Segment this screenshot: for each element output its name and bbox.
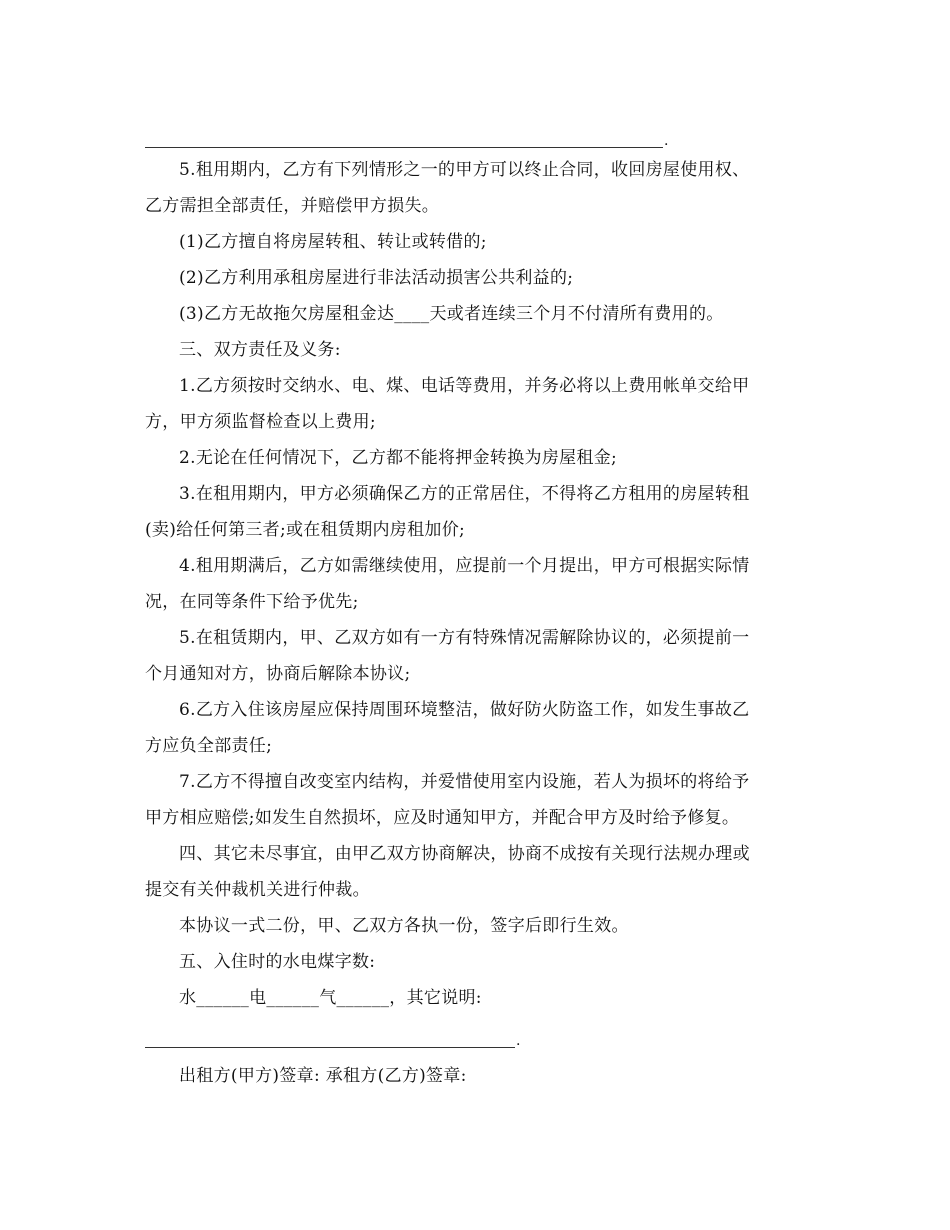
agreement-copies-note: 本协议一式二份，甲、乙双方各执一份，签字后即行生效。	[179, 916, 629, 936]
clause-5-item-1: (1)乙方擅自将房屋转租、转让或转借的;	[179, 232, 487, 252]
duty-6-line-1: 6.乙方入住该房屋应保持周围环境整洁，做好防火防盗工作，如发生事故乙	[179, 700, 750, 720]
blank-underline	[145, 1047, 515, 1048]
clause-5-item-2: (2)乙方利用承租房屋进行非法活动损害公共利益的;	[179, 268, 574, 288]
section-4-line-2: 提交有关仲裁机关进行仲裁。	[145, 880, 370, 900]
duty-1-line-2: 方，甲方须监督检查以上费用;	[145, 412, 376, 432]
clause-5-item-3: (3)乙方无故拖欠房屋租金达____天或者连续三个月不付清所有费用的。	[179, 304, 724, 324]
section-4-line-1: 四、其它未尽事宜，由甲乙双方协商解决，协商不成按有关现行法规办理或	[179, 844, 750, 864]
duty-7-line-2: 甲方相应赔偿;如发生自然损坏，应及时通知甲方，并配合甲方及时给予修复。	[145, 808, 740, 828]
duty-6-line-2: 方应负全部责任;	[145, 736, 273, 756]
blank-underline	[145, 147, 663, 148]
top-blank-rule	[145, 128, 668, 148]
clause-5-line-1: 5.租用期内，乙方有下列情形之一的甲方可以终止合同，收回房屋使用权、	[179, 160, 750, 180]
duty-3-line-1: 3.在租用期内，甲方必须确保乙方的正常居住，不得将乙方租用的房屋转租	[179, 484, 750, 504]
meter-readings-line: 水______电______气______，其它说明:	[179, 988, 482, 1008]
duty-2: 2.无论在任何情况下，乙方都不能将押金转换为房屋租金;	[179, 448, 618, 468]
duty-4-line-1: 4.租用期满后，乙方如需继续使用，应提前一个月提出，甲方可根据实际情	[179, 556, 750, 576]
signature-line: 出租方(甲方)签章: 承租方(乙方)签章:	[179, 1066, 467, 1086]
duty-4-line-2: 况，在同等条件下给予优先;	[145, 592, 359, 612]
duty-5-line-1: 5.在租赁期内，甲、乙双方如有一方有特殊情况需解除协议的，必须提前一	[179, 628, 750, 648]
bottom-blank-rule	[145, 1028, 520, 1048]
section-5-heading: 五、入住时的水电煤字数:	[179, 952, 376, 972]
rule-period: .	[664, 133, 669, 149]
clause-5-line-2: 乙方需担全部责任，并赔偿甲方损失。	[145, 196, 440, 216]
section-3-heading: 三、双方责任及义务:	[179, 340, 341, 360]
duty-5-line-2: 个月通知对方，协商后解除本协议;	[145, 664, 411, 684]
duty-3-line-2: (卖)给任何第三者;或在租赁期内房租加价;	[145, 520, 466, 540]
rule-period: .	[516, 1033, 521, 1049]
duty-1-line-1: 1.乙方须按时交纳水、电、煤、电话等费用，并务必将以上费用帐单交给甲	[179, 376, 750, 396]
duty-7-line-1: 7.乙方不得擅自改变室内结构，并爱惜使用室内设施，若人为损坏的将给予	[179, 772, 750, 792]
